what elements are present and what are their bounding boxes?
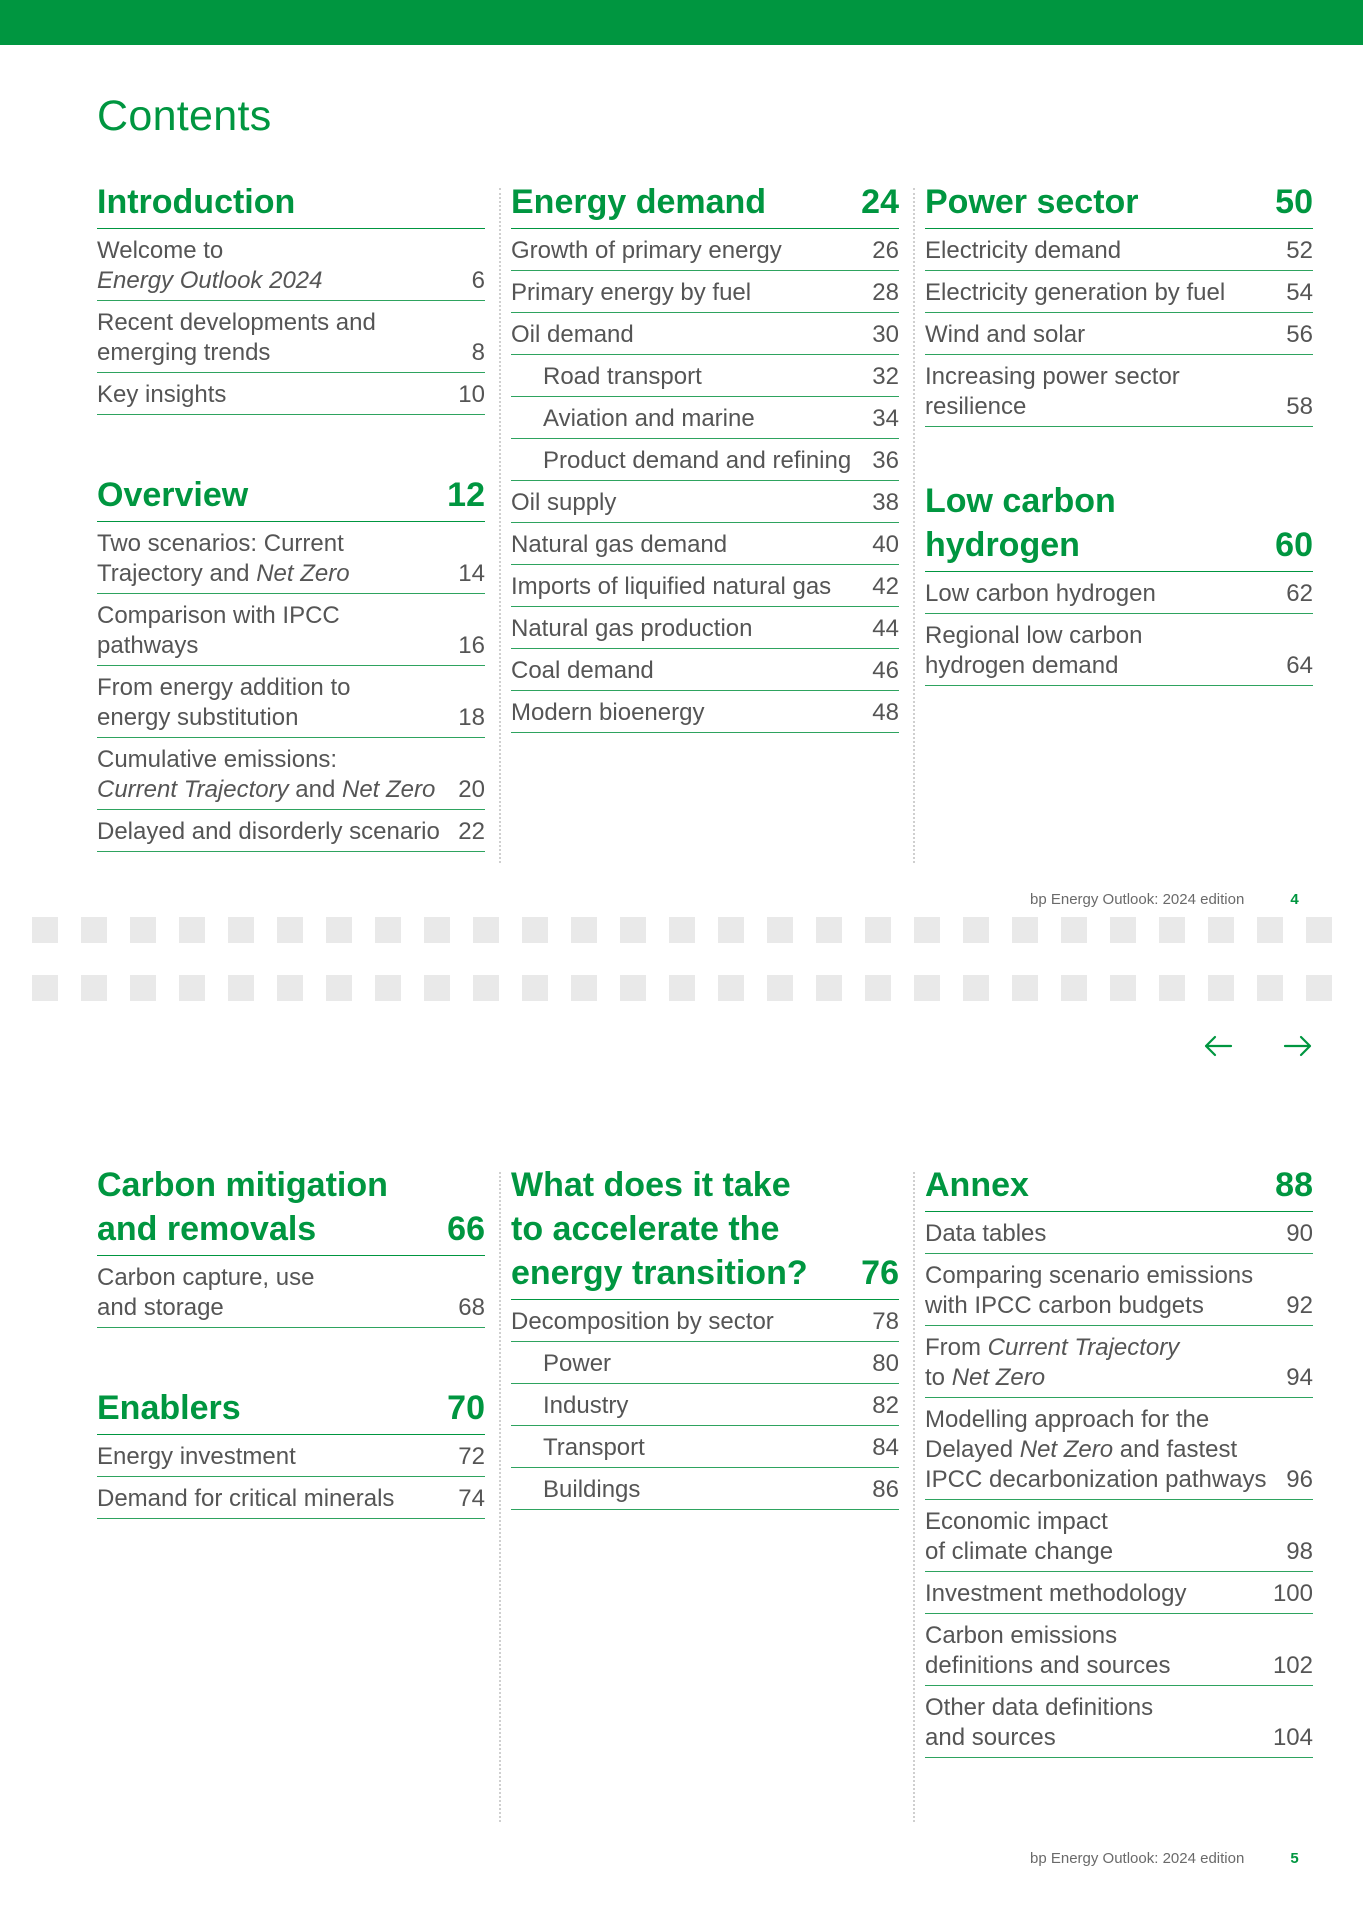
strip-block [865,975,891,1001]
entry-label: Modelling approach for the Delayed Net Zero and fastest IPCC decarbonization pathways [925,1406,1267,1493]
strip-block [1012,975,1038,1001]
toc-entry[interactable] [925,1500,1313,1572]
strip-block [1061,975,1087,1001]
strip-block [32,917,58,943]
strip-block [963,917,989,943]
column-divider [913,1172,915,1822]
toc-section-annex [925,1163,1313,1758]
section-heading[interactable] [97,1163,485,1256]
toc-entry[interactable] [925,1686,1313,1758]
entry-label: Investment methodology [925,1580,1187,1607]
entry-label: Coal demand [511,657,654,684]
toc-entry[interactable] [925,1614,1313,1686]
toc-entry[interactable] [511,355,899,397]
toc-entry[interactable] [925,1398,1313,1500]
entry-label: Decomposition by sector [511,1308,774,1335]
section-heading[interactable] [511,1163,899,1300]
entry-page-number: 34 [872,405,899,432]
toc-entry[interactable] [97,1256,485,1328]
strip-block [1208,975,1234,1001]
strip-block [1306,975,1332,1001]
entry-page-number: 84 [872,1434,899,1461]
entry-page-number: 96 [1286,1466,1313,1493]
strip-block [571,917,597,943]
entry-page-number: 26 [872,237,899,264]
entry-label: From Current Trajectory to Net Zero [925,1334,1180,1391]
entry-page-number: 68 [458,1294,485,1321]
toc-section-enablers [97,1386,485,1519]
entry-page-number: 92 [1286,1292,1313,1319]
strip-block [375,917,401,943]
entry-label: Economic impact of climate change [925,1508,1114,1565]
page-title: Contents [97,92,272,140]
strip-block [326,975,352,1001]
page-navigation [1198,1028,1318,1064]
toc-entry[interactable] [925,1254,1313,1326]
column-divider [499,188,501,863]
entry-label: Road transport [543,363,702,390]
entry-label: Industry [543,1392,629,1419]
toc-entry[interactable] [925,355,1313,427]
strip-block [767,975,793,1001]
entry-page-number: 98 [1286,1538,1313,1565]
section-page-number: 88 [1275,1166,1313,1204]
entry-page-number: 48 [872,699,899,726]
entry-page-number: 56 [1286,321,1313,348]
toc-entry[interactable] [97,301,485,373]
entry-label: Modern bioenergy [511,699,705,726]
toc-column-1 [97,180,485,852]
entry-page-number: 82 [872,1392,899,1419]
strip-block [1012,917,1038,943]
entry-label: Oil supply [511,489,617,516]
entry-label: Aviation and marine [543,405,755,432]
entry-label: Wind and solar [925,321,1086,348]
strip-block [963,975,989,1001]
strip-block [1159,975,1185,1001]
strip-block [179,975,205,1001]
toc-entry[interactable] [511,271,899,313]
entry-page-number: 20 [458,776,485,803]
entry-label: Comparison with IPCC pathways [97,602,340,659]
entry-page-number: 100 [1272,1580,1313,1607]
strip-block [277,917,303,943]
section-page-number: 60 [1275,526,1313,564]
section-heading[interactable] [97,180,485,229]
entry-label: Oil demand [511,321,634,348]
strip-block [1061,917,1087,943]
footer-text: bp Energy Outlook: 2024 edition [1030,891,1245,908]
toc-entry[interactable] [925,313,1313,355]
strip-block [1159,917,1185,943]
toc-entry[interactable] [511,649,899,691]
toc-entry[interactable] [97,666,485,738]
strip-block [130,975,156,1001]
strip-block [914,917,940,943]
entry-page-number: 8 [471,339,485,366]
strip-block [1110,975,1136,1001]
entry-page-number: 90 [1286,1220,1313,1247]
section-title: Annex [925,1166,1029,1204]
entry-page-number: 102 [1272,1652,1313,1679]
entry-page-number: 38 [872,489,899,516]
strip-block [277,975,303,1001]
entry-label: Comparing scenario emissions with IPCC carbon budgets [925,1262,1254,1319]
section-page-number: 76 [861,1254,899,1292]
strip-block [914,975,940,1001]
strip-block [130,917,156,943]
entry-label: Other data definitions and sources [925,1694,1154,1751]
entry-page-number: 74 [458,1485,485,1512]
entry-page-number: 78 [872,1308,899,1335]
toc-entry[interactable] [925,1572,1313,1614]
entry-page-number: 42 [872,573,899,600]
strip-block [32,975,58,1001]
toc-entry[interactable] [925,572,1313,614]
entry-label: Regional low carbon hydrogen demand [925,622,1143,679]
entry-page-number: 94 [1286,1364,1313,1391]
strip-block [81,917,107,943]
entry-label: Growth of primary energy [511,237,782,264]
toc-entry[interactable] [97,810,485,852]
section-page-number: 50 [1275,183,1313,221]
entry-label: Product demand and refining [543,447,852,474]
entry-page-number: 18 [458,704,485,731]
toc-entry[interactable] [511,313,899,355]
entry-label: Transport [543,1434,645,1461]
section-heading[interactable] [511,180,899,229]
section-page-number: 70 [447,1389,485,1427]
section-page-number: 66 [447,1210,485,1248]
toc-entry[interactable] [511,1426,899,1468]
page-footer [1030,891,1363,908]
entry-page-number: 104 [1272,1724,1313,1751]
toc-column-2 [511,180,899,733]
entry-label: Electricity demand [925,237,1122,264]
entry-label: Cumulative emissions: Current Trajectory and Net Zero [97,746,436,803]
section-title: Power sector [925,183,1139,221]
entry-label: Welcome to Energy Outlook 2024 [97,237,323,294]
section-heading[interactable] [925,1163,1313,1212]
toc-column-1 [97,1163,485,1519]
toc-entry[interactable] [97,738,485,810]
page-number: 5 [1290,1850,1299,1867]
previous-page-button[interactable] [1198,1028,1238,1064]
section-title: Energy demand [511,183,767,221]
toc-entry[interactable] [925,229,1313,271]
entry-label: Delayed and disorderly scenario [97,818,440,845]
toc-entry[interactable] [97,1435,485,1477]
entry-page-number: 44 [872,615,899,642]
toc-section-low-carbon-hydrogen [925,479,1313,686]
strip-block [620,917,646,943]
toc-entry[interactable] [511,397,899,439]
entry-page-number: 54 [1286,279,1313,306]
entry-label: Imports of liquified natural gas [511,573,832,600]
toc-entry[interactable] [511,523,899,565]
strip-block [816,917,842,943]
section-title: Overview [97,476,249,514]
entry-label: Data tables [925,1220,1047,1247]
section-title: Carbon mitigation and removals [97,1166,388,1248]
toc-section-introduction [97,180,485,415]
entry-label: Electricity generation by fuel [925,279,1226,306]
toc-column-3 [925,1163,1313,1758]
arrow-right-icon [1283,1034,1313,1058]
toc-entry[interactable] [511,1468,899,1510]
entry-page-number: 86 [872,1476,899,1503]
top-brand-band [0,0,1363,45]
entry-page-number: 46 [872,657,899,684]
toc-column-3 [925,180,1313,686]
section-page-number: 24 [861,183,899,221]
strip-block [424,917,450,943]
toc-entry[interactable] [925,271,1313,313]
toc-entry[interactable] [97,373,485,415]
strip-block [424,975,450,1001]
toc-section-energy-demand [511,180,899,733]
toc-entry[interactable] [511,481,899,523]
section-heading[interactable] [97,1386,485,1435]
entry-label: Buildings [543,1476,641,1503]
toc-section-carbon-mitigation-and-removals [97,1163,485,1328]
entry-page-number: 58 [1286,393,1313,420]
entry-page-number: 64 [1286,652,1313,679]
entry-page-number: 16 [458,632,485,659]
section-heading[interactable] [97,473,485,522]
entry-page-number: 22 [458,818,485,845]
toc-section-overview [97,473,485,852]
strip-block [522,975,548,1001]
strip-block [326,917,352,943]
toc-entry[interactable] [97,229,485,301]
strip-block [522,917,548,943]
entry-page-number: 28 [872,279,899,306]
section-title: Introduction [97,183,296,221]
entry-label: Key insights [97,381,227,408]
section-title: Low carbon hydrogen [925,482,1116,564]
toc-entry[interactable] [511,565,899,607]
strip-block [228,917,254,943]
strip-block [1257,975,1283,1001]
toc-section-power-sector [925,180,1313,427]
entry-label: From energy addition to energy substitution [97,674,351,731]
column-divider [499,1172,501,1822]
entry-page-number: 6 [471,267,485,294]
strip-block [620,975,646,1001]
section-page-number: 12 [447,476,485,514]
entry-page-number: 72 [458,1443,485,1470]
entry-label: Demand for critical minerals [97,1485,395,1512]
entry-label: Power [543,1350,612,1377]
strip-block [1110,917,1136,943]
strip-block [718,975,744,1001]
strip-block [1208,917,1234,943]
toc-column-2 [511,1163,899,1510]
section-heading[interactable] [925,180,1313,229]
entry-page-number: 10 [458,381,485,408]
next-page-button[interactable] [1278,1028,1318,1064]
entry-label: Primary energy by fuel [511,279,752,306]
entry-page-number: 52 [1286,237,1313,264]
entry-page-number: 80 [872,1350,899,1377]
toc-entry[interactable] [511,1342,899,1384]
entry-label: Energy investment [97,1443,296,1470]
entry-label: Natural gas demand [511,531,728,558]
entry-page-number: 40 [872,531,899,558]
toc-entry[interactable] [925,1326,1313,1398]
strip-block [669,975,695,1001]
toc-section-what-does-it-take-to-accelerate-the-energy-transition [511,1163,899,1510]
strip-block [473,917,499,943]
entry-page-number: 32 [872,363,899,390]
strip-block [718,917,744,943]
toc-entry[interactable] [511,1300,899,1342]
toc-entry[interactable] [97,522,485,594]
strip-block [473,975,499,1001]
toc-entry[interactable] [925,614,1313,686]
footer-text: bp Energy Outlook: 2024 edition [1030,1850,1245,1867]
strip-block [179,917,205,943]
entry-label: Recent developments and emerging trends [97,309,376,366]
column-divider [913,188,915,863]
section-title: Enablers [97,1389,241,1427]
toc-entry[interactable] [511,439,899,481]
entry-label: Carbon emissions definitions and sources [925,1622,1171,1679]
toc-entry[interactable] [511,1384,899,1426]
toc-entry[interactable] [511,229,899,271]
page-break-strip [32,975,1363,1001]
strip-block [1257,917,1283,943]
entry-page-number: 36 [872,447,899,474]
entry-label: Natural gas production [511,615,753,642]
strip-block [669,917,695,943]
toc-entry[interactable] [97,1477,485,1519]
strip-block [375,975,401,1001]
entry-label: Increasing power sector resilience [925,363,1180,420]
entry-page-number: 30 [872,321,899,348]
entry-label: Carbon capture, use and storage [97,1264,315,1321]
strip-block [228,975,254,1001]
strip-block [1306,917,1332,943]
arrow-left-icon [1203,1034,1233,1058]
page-number: 4 [1290,891,1299,908]
entry-page-number: 14 [458,560,485,587]
strip-block [865,917,891,943]
entry-label: Low carbon hydrogen [925,580,1156,607]
page-footer [1030,1850,1363,1867]
section-title: What does it take to accelerate the energy transition? [511,1166,808,1292]
toc-entry[interactable] [97,594,485,666]
toc-entry[interactable] [511,691,899,733]
strip-block [571,975,597,1001]
strip-block [816,975,842,1001]
section-heading[interactable] [925,479,1313,572]
toc-entry[interactable] [925,1212,1313,1254]
strip-block [81,975,107,1001]
toc-entry[interactable] [511,607,899,649]
strip-block [767,917,793,943]
entry-label: Two scenarios: Current Trajectory and Net Zero [97,530,350,587]
entry-page-number: 62 [1286,580,1313,607]
page-break-strip [32,917,1363,943]
